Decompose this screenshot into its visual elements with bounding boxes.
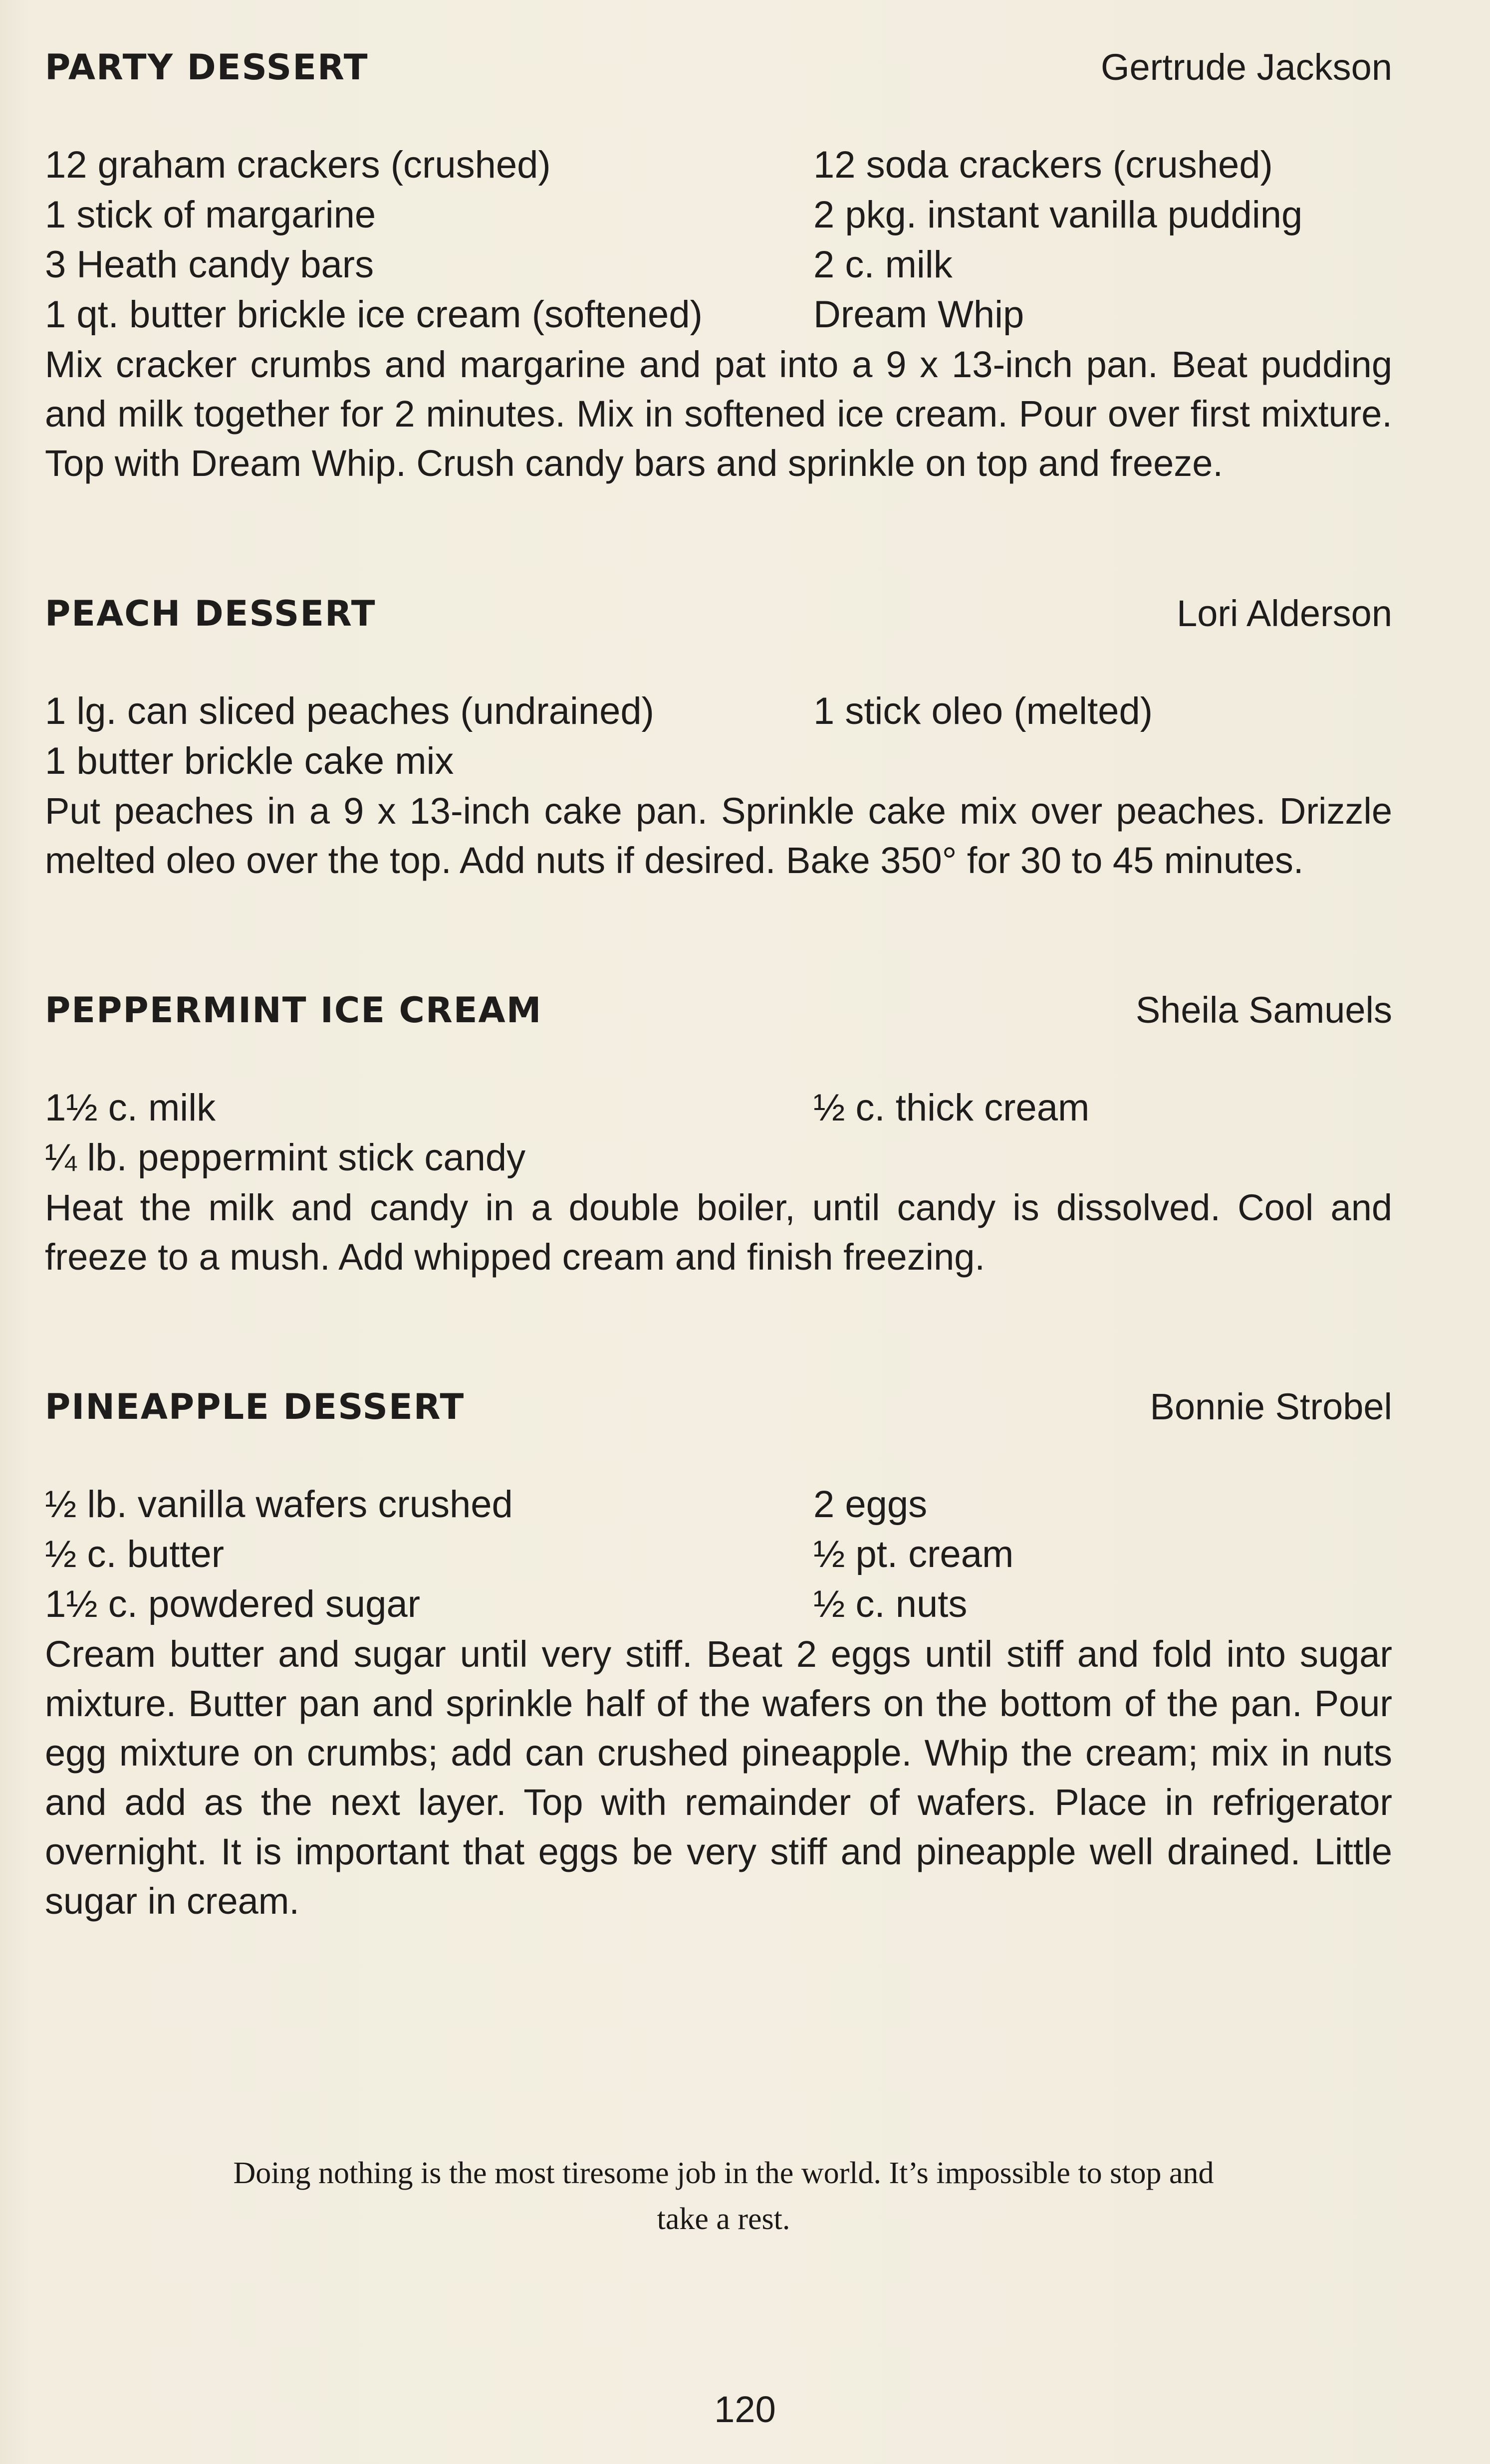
recipe-author: Bonnie Strobel: [1150, 1386, 1392, 1427]
ingredient: 1 stick of margarine: [45, 194, 376, 236]
ingredient-list: [45, 140, 1392, 340]
ingredient: 3 Heath candy bars: [45, 243, 374, 286]
ingredient-empty: [813, 1133, 1392, 1183]
ingredient: 12 soda crackers (crushed): [813, 144, 1273, 186]
ingredient: ½ c. nuts: [813, 1583, 968, 1625]
recipe-peach-dessert: [45, 589, 1392, 885]
ingredient: ½ c. thick cream: [813, 1087, 1090, 1129]
ingredient: 1 stick oleo (melted): [813, 690, 1153, 732]
recipe-directions: Mix cracker crumbs and margarine and pat into a 9 x 13-inch pan. Beat pudding and milk together for 2 minutes. Mix in softened ice cream. Pour over first mixture. Top with Dream Whip. Crush candy bars and sprinkle on top and freeze.: [45, 344, 1392, 484]
ingredient: 1½ c. powdered sugar: [45, 1583, 421, 1625]
quote-line: take a rest.: [657, 2202, 790, 2236]
ingredient: ½ c. butter: [45, 1533, 225, 1575]
recipe-directions: Put peaches in a 9 x 13-inch cake pan. Sprinkle cake mix over peaches. Drizzle melted oleo over the top. Add nuts if desired. Bake 350° for 30 to 45 minutes.: [45, 790, 1392, 881]
recipe-peppermint-ice-cream: [45, 985, 1392, 1282]
recipe-title: PEPPERMINT ICE CREAM: [45, 990, 542, 1031]
ingredient: ¼ lb. peppermint stick candy: [45, 1136, 526, 1179]
ingredient: 1 qt. butter brickle ice cream (softened): [45, 293, 703, 336]
quote-line: Doing nothing is the most tiresome job in the world. It’s impossible to stop and: [233, 2156, 1214, 2190]
recipe-title: PINEAPPLE DESSERT: [45, 1386, 465, 1427]
recipe-author: Sheila Samuels: [1135, 989, 1392, 1031]
recipe-pineapple-dessert: [45, 1382, 1392, 1926]
ingredient: 2 eggs: [813, 1483, 928, 1526]
ingredient: ½ pt. cream: [813, 1533, 1014, 1575]
ingredient: Dream Whip: [813, 293, 1024, 336]
ingredient: 1 butter brickle cake mix: [45, 740, 454, 782]
page-number: 120: [714, 2389, 776, 2430]
recipe-header: [45, 1382, 1392, 1432]
ingredient: 12 graham crackers (crushed): [45, 144, 551, 186]
ingredient: 2 pkg. instant vanilla pudding: [813, 194, 1303, 236]
ingredient-list: [45, 1480, 1392, 1629]
recipe-header: [45, 42, 1392, 92]
recipe-author: Gertrude Jackson: [1100, 46, 1392, 88]
ingredient: 1 lg. can sliced peaches (undrained): [45, 690, 654, 732]
ingredient: ½ lb. vanilla wafers crushed: [45, 1483, 513, 1526]
recipe-author: Lori Alderson: [1177, 593, 1392, 634]
ingredient: 2 c. milk: [813, 243, 953, 286]
recipe-directions: Heat the milk and candy in a double boiler, until candy is dissolved. Cool and freeze to a mush. Add whipped cream and finish freezing.: [45, 1187, 1392, 1278]
ingredient-list: [45, 686, 1392, 786]
recipe-party-dessert: [45, 42, 1392, 488]
ingredient-empty: [813, 736, 1392, 786]
recipe-directions: Cream butter and sugar until very stiff. Beat 2 eggs until stiff and fold into sugar mixture. Butter pan and sprinkle half of the wafers on the bottom of the pan. Pour egg mixture on crumbs; add can crushed pineapple. Whip the cream; mix in nuts and add as the next layer. Top with remainder of wafers. Place in refrigerator overnight. It is important that eggs be very stiff and pineapple well drained. Little sugar in cream.: [45, 1633, 1392, 1922]
page-quote: [75, 2150, 1372, 2242]
recipe-header: [45, 985, 1392, 1035]
recipe-title: PEACH DESSERT: [45, 593, 376, 634]
recipe-title: PARTY DESSERT: [45, 47, 369, 88]
ingredient-list: [45, 1083, 1392, 1183]
recipe-header: [45, 589, 1392, 639]
ingredient: 1½ c. milk: [45, 1087, 216, 1129]
